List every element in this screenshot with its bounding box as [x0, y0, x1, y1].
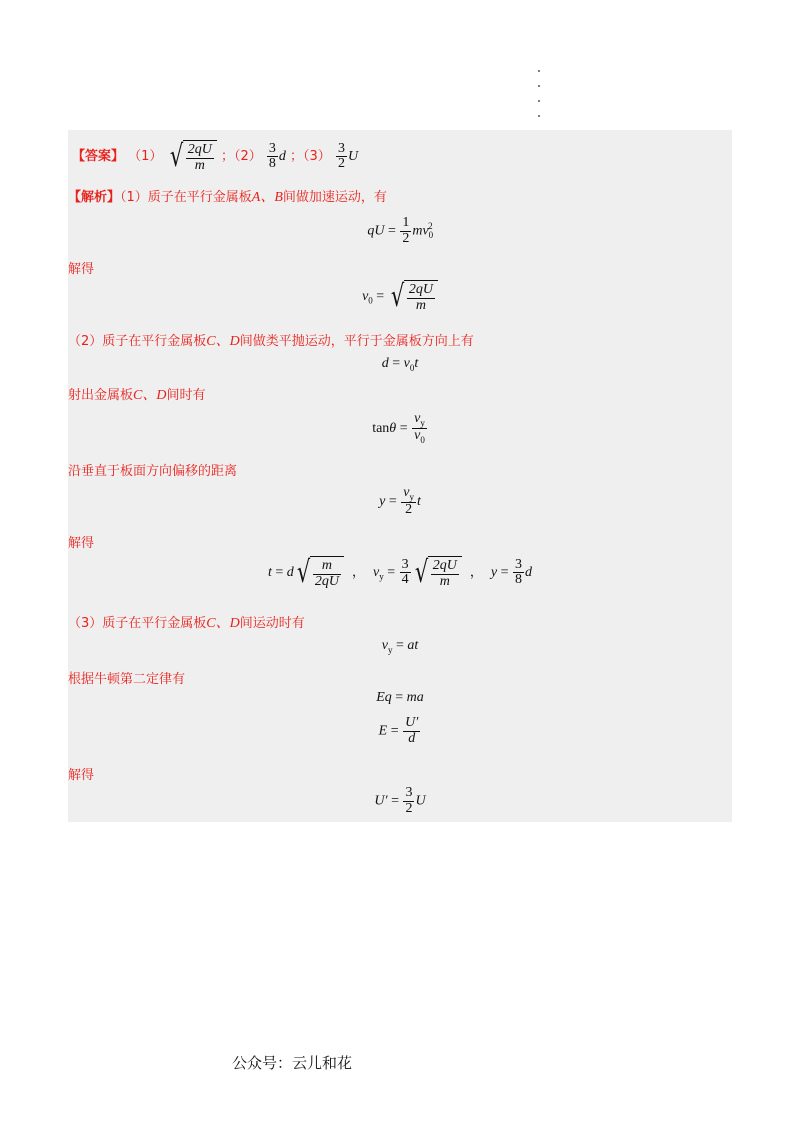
part1-mid: 间做加速运动，有 [282, 190, 387, 205]
eq-d: $d = v_0t$ [381, 356, 419, 373]
footer-text: 公众号：云儿和花 [232, 1054, 353, 1072]
answer-part1-label: （1） [128, 149, 163, 165]
answer-part3-label: ；（3） [290, 149, 331, 165]
eq-y: y = $\frac{v_y}{2}$ t [379, 485, 421, 518]
answer-line [72, 140, 358, 173]
part1-intro: （1）质子在平行金属板 [120, 190, 252, 205]
answer1-formula: √ $\frac{2qU}{m}$ [167, 140, 217, 173]
plates-cd-2: C、D [133, 388, 167, 403]
eq-v0: $v_0$ = √ $\frac{2qU}{m}$ [68, 280, 732, 313]
plates-ab: A、B [251, 190, 283, 205]
part3-mid: 间运动时有 [239, 616, 305, 631]
part3-intro: （3）质子在平行金属板 [68, 616, 207, 631]
answer2-formula: $\frac{3}{8}$ d [268, 140, 286, 172]
exit-intro: 射出金属板 [68, 388, 134, 403]
part2-mid: 间做类平抛运动，平行于金属板方向上有 [239, 334, 474, 349]
page-dots [538, 70, 544, 130]
exit-line [68, 384, 205, 404]
eq-field: E = $\frac{U'}{d}$ [378, 715, 419, 746]
plates-cd-3: C、D [206, 616, 240, 631]
vertical-text: 沿垂直于板面方向偏移的距离 [68, 464, 238, 479]
eq-results: t = d √ $\frac{m}{2qU}$ ， $v_y$ = $\frac{3}{4}$ √ $\frac{2qU}{m}$ ， y = $\frac{3}{8}$ d [267, 554, 533, 590]
answer3-formula: $\frac{3}{2}$ U [337, 140, 359, 172]
eq-vy: $v_y$ = at [381, 638, 419, 655]
part3-line [68, 612, 305, 632]
solve3-text: 解得 [68, 768, 95, 783]
solution-panel [68, 130, 732, 822]
analysis-label: 【解析】 [68, 190, 121, 205]
eq-tan: tanθ = $\frac{v_y}{v_0}$ [372, 411, 425, 446]
exit-mid: 间时有 [166, 388, 206, 403]
answer-label: 【答案】 [72, 149, 125, 165]
analysis-line-1 [68, 186, 387, 206]
part2-intro: （2）质子在平行金属板 [68, 334, 207, 349]
part2-line [68, 330, 474, 350]
eq-force: Eq = ma [376, 690, 424, 705]
eq-u-prime: U′ = $\frac{3}{2}$ U [374, 785, 426, 816]
solve1-text: 解得 [68, 262, 95, 277]
answer-part2-label: ；（2） [220, 149, 262, 165]
eq-energy: qU = $\frac{1}{2}$ $mv_0^2$ [367, 215, 434, 246]
plates-cd: C、D [206, 334, 240, 349]
newton-text: 根据牛顿第二定律有 [68, 672, 186, 687]
solve2-text: 解得 [68, 536, 95, 551]
